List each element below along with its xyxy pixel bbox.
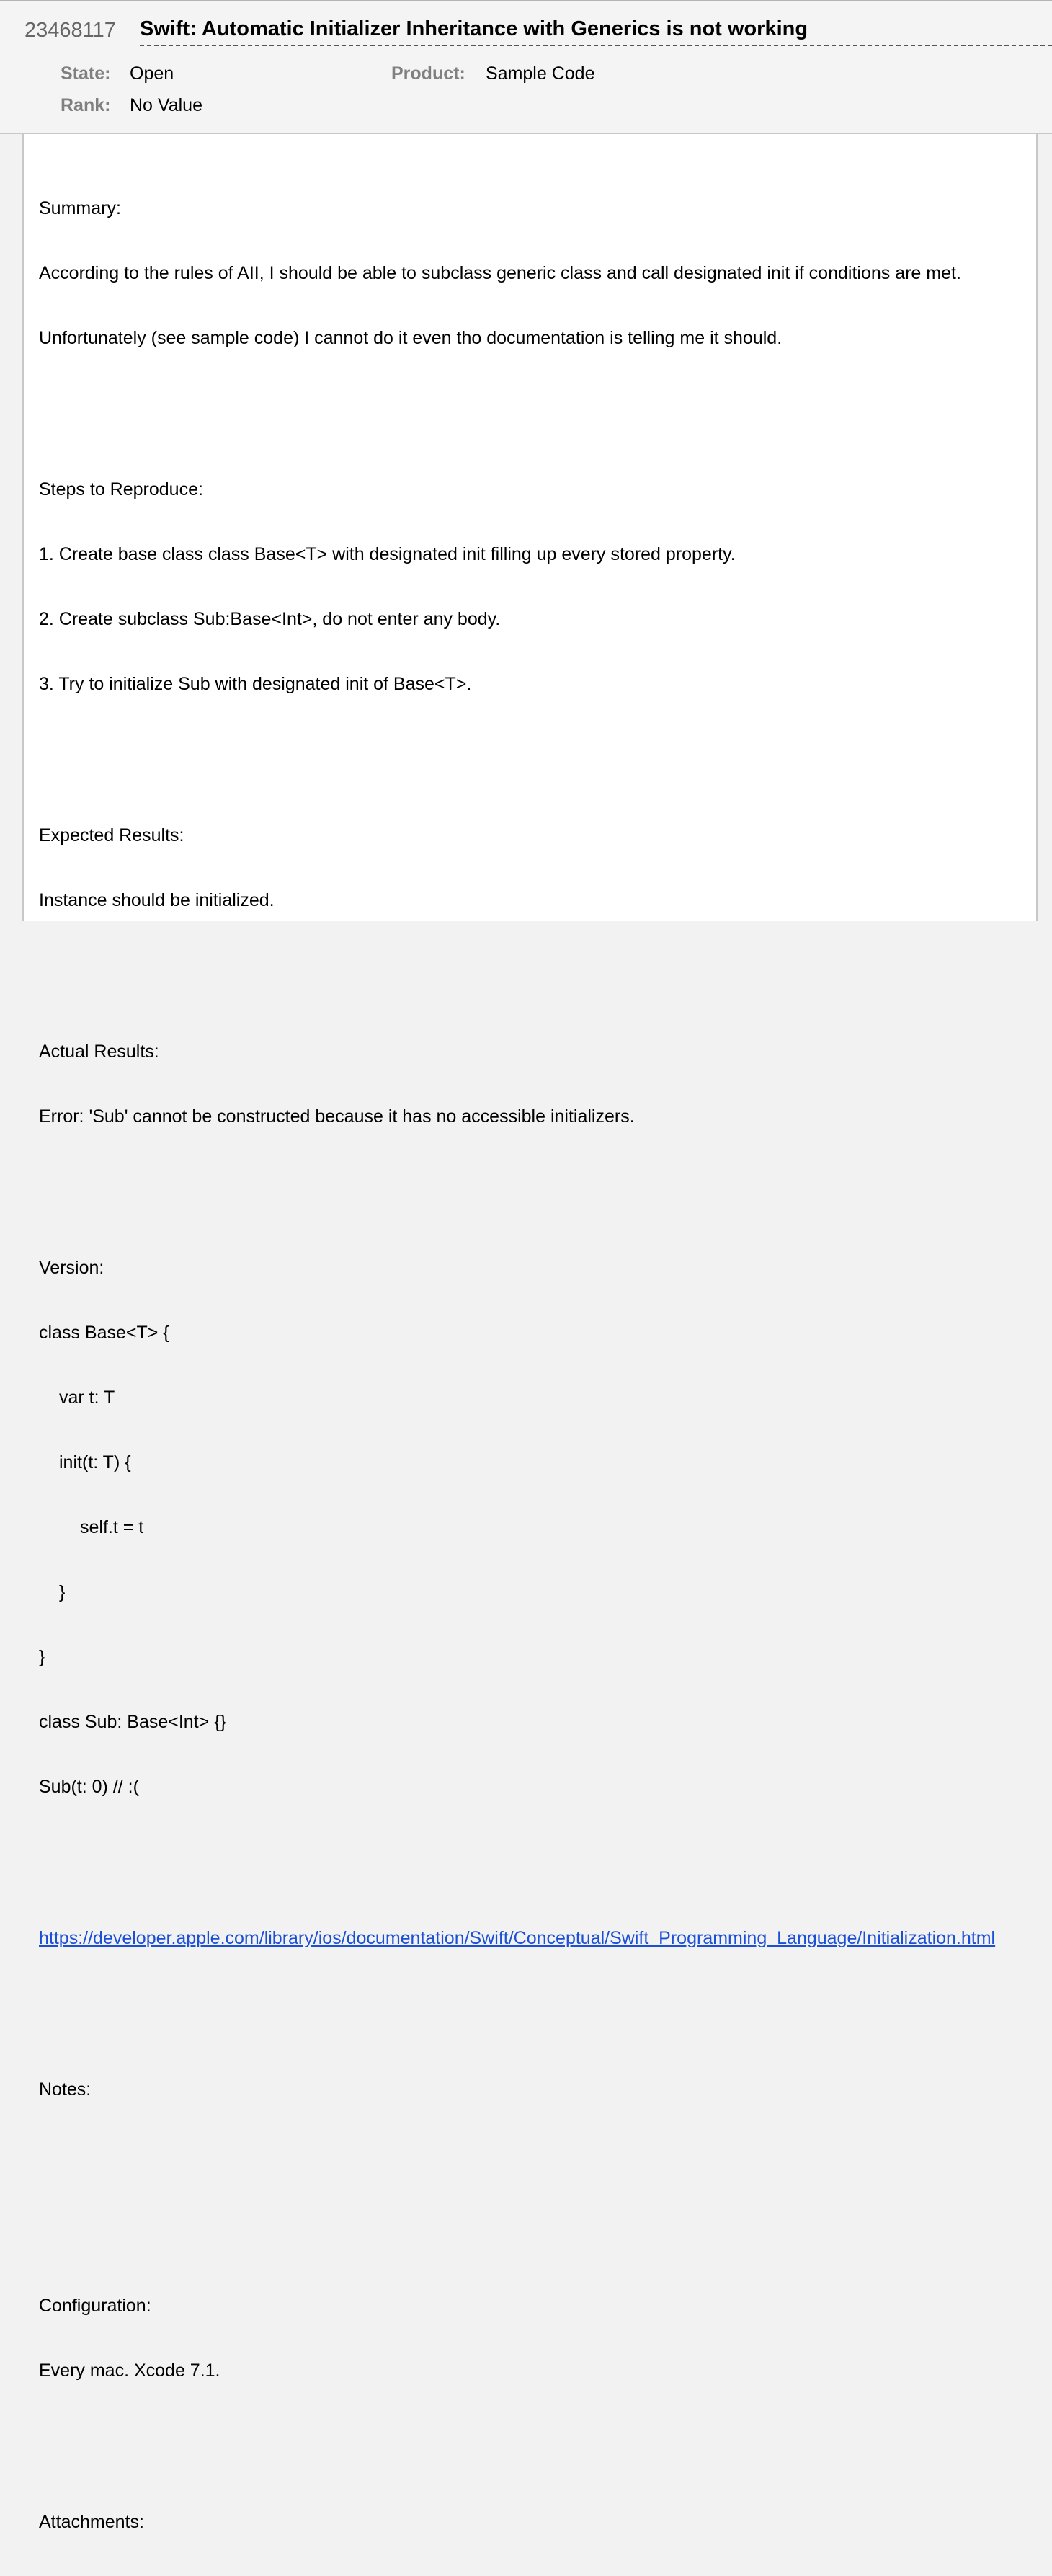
attachments-heading: Attachments:	[39, 2512, 144, 2532]
product-value: Sample Code	[486, 63, 595, 84]
blank-line	[39, 2144, 1026, 2165]
rank-label: Rank:	[61, 95, 111, 115]
bug-description-panel	[22, 134, 1038, 2532]
summary-text-line: According to the rules of AII, I should be able to subclass generic class and call designated init if conditions are met.	[39, 263, 961, 283]
expected-text: Instance should be initialized.	[39, 890, 275, 910]
expected-heading: Expected Results:	[39, 825, 184, 845]
blank-line	[39, 392, 1026, 414]
code-line: }	[39, 1647, 45, 1667]
code-line: }	[59, 1582, 66, 1602]
steps-heading: Steps to Reproduce:	[39, 479, 203, 499]
actual-heading: Actual Results:	[39, 1041, 159, 1062]
bug-id: 23468117	[24, 19, 116, 42]
state-value: Open	[130, 63, 174, 84]
code-line: Sub(t: 0) // :(	[39, 1777, 139, 1797]
bug-title[interactable]: Swift: Automatic Initializer Inheritance with Generics is not working	[140, 17, 808, 40]
blank-line	[39, 954, 1026, 976]
code-line: var t: T	[59, 1387, 115, 1408]
notes-heading: Notes:	[39, 2079, 92, 2100]
blank-line	[39, 2425, 1026, 2446]
bug-description	[39, 154, 1026, 2576]
rank-value: No Value	[130, 95, 202, 115]
blank-line	[39, 1171, 1026, 1192]
version-heading: Version:	[39, 1258, 104, 1278]
title-underline	[140, 45, 1052, 46]
summary-text-line: Unfortunately (see sample code) I cannot do it even tho documentation is telling me it should.	[39, 328, 783, 348]
blank-line	[39, 738, 1026, 760]
step-item: 1. Create base class class Base<T> with designated init filling up every stored property.	[39, 544, 736, 564]
step-item: 2. Create subclass Sub:Base<Int>, do not enter any body.	[39, 609, 501, 629]
code-line: self.t = t	[80, 1517, 144, 1537]
blank-line	[39, 2208, 1026, 2230]
code-line: class Base<T> {	[39, 1323, 169, 1343]
summary-heading: Summary:	[39, 198, 121, 218]
bug-header	[0, 1, 1052, 134]
documentation-link[interactable]: https://developer.apple.com/library/ios/documentation/Swift/Conceptual/Swift_Programming_Language/Initialization.html	[39, 1928, 996, 1948]
code-line: init(t: T) {	[59, 1452, 131, 1473]
state-label: State:	[61, 63, 111, 84]
blank-line	[39, 1992, 1026, 2014]
blank-line	[39, 1841, 1026, 1862]
actual-text: Error: 'Sub' cannot be constructed because it has no accessible initializers.	[39, 1106, 635, 1127]
product-label: Product:	[391, 63, 465, 84]
configuration-text: Every mac. Xcode 7.1.	[39, 2360, 220, 2381]
code-line: class Sub: Base<Int> {}	[39, 1712, 226, 1732]
configuration-heading: Configuration:	[39, 2296, 151, 2316]
step-item: 3. Try to initialize Sub with designated init of Base<T>.	[39, 674, 472, 694]
